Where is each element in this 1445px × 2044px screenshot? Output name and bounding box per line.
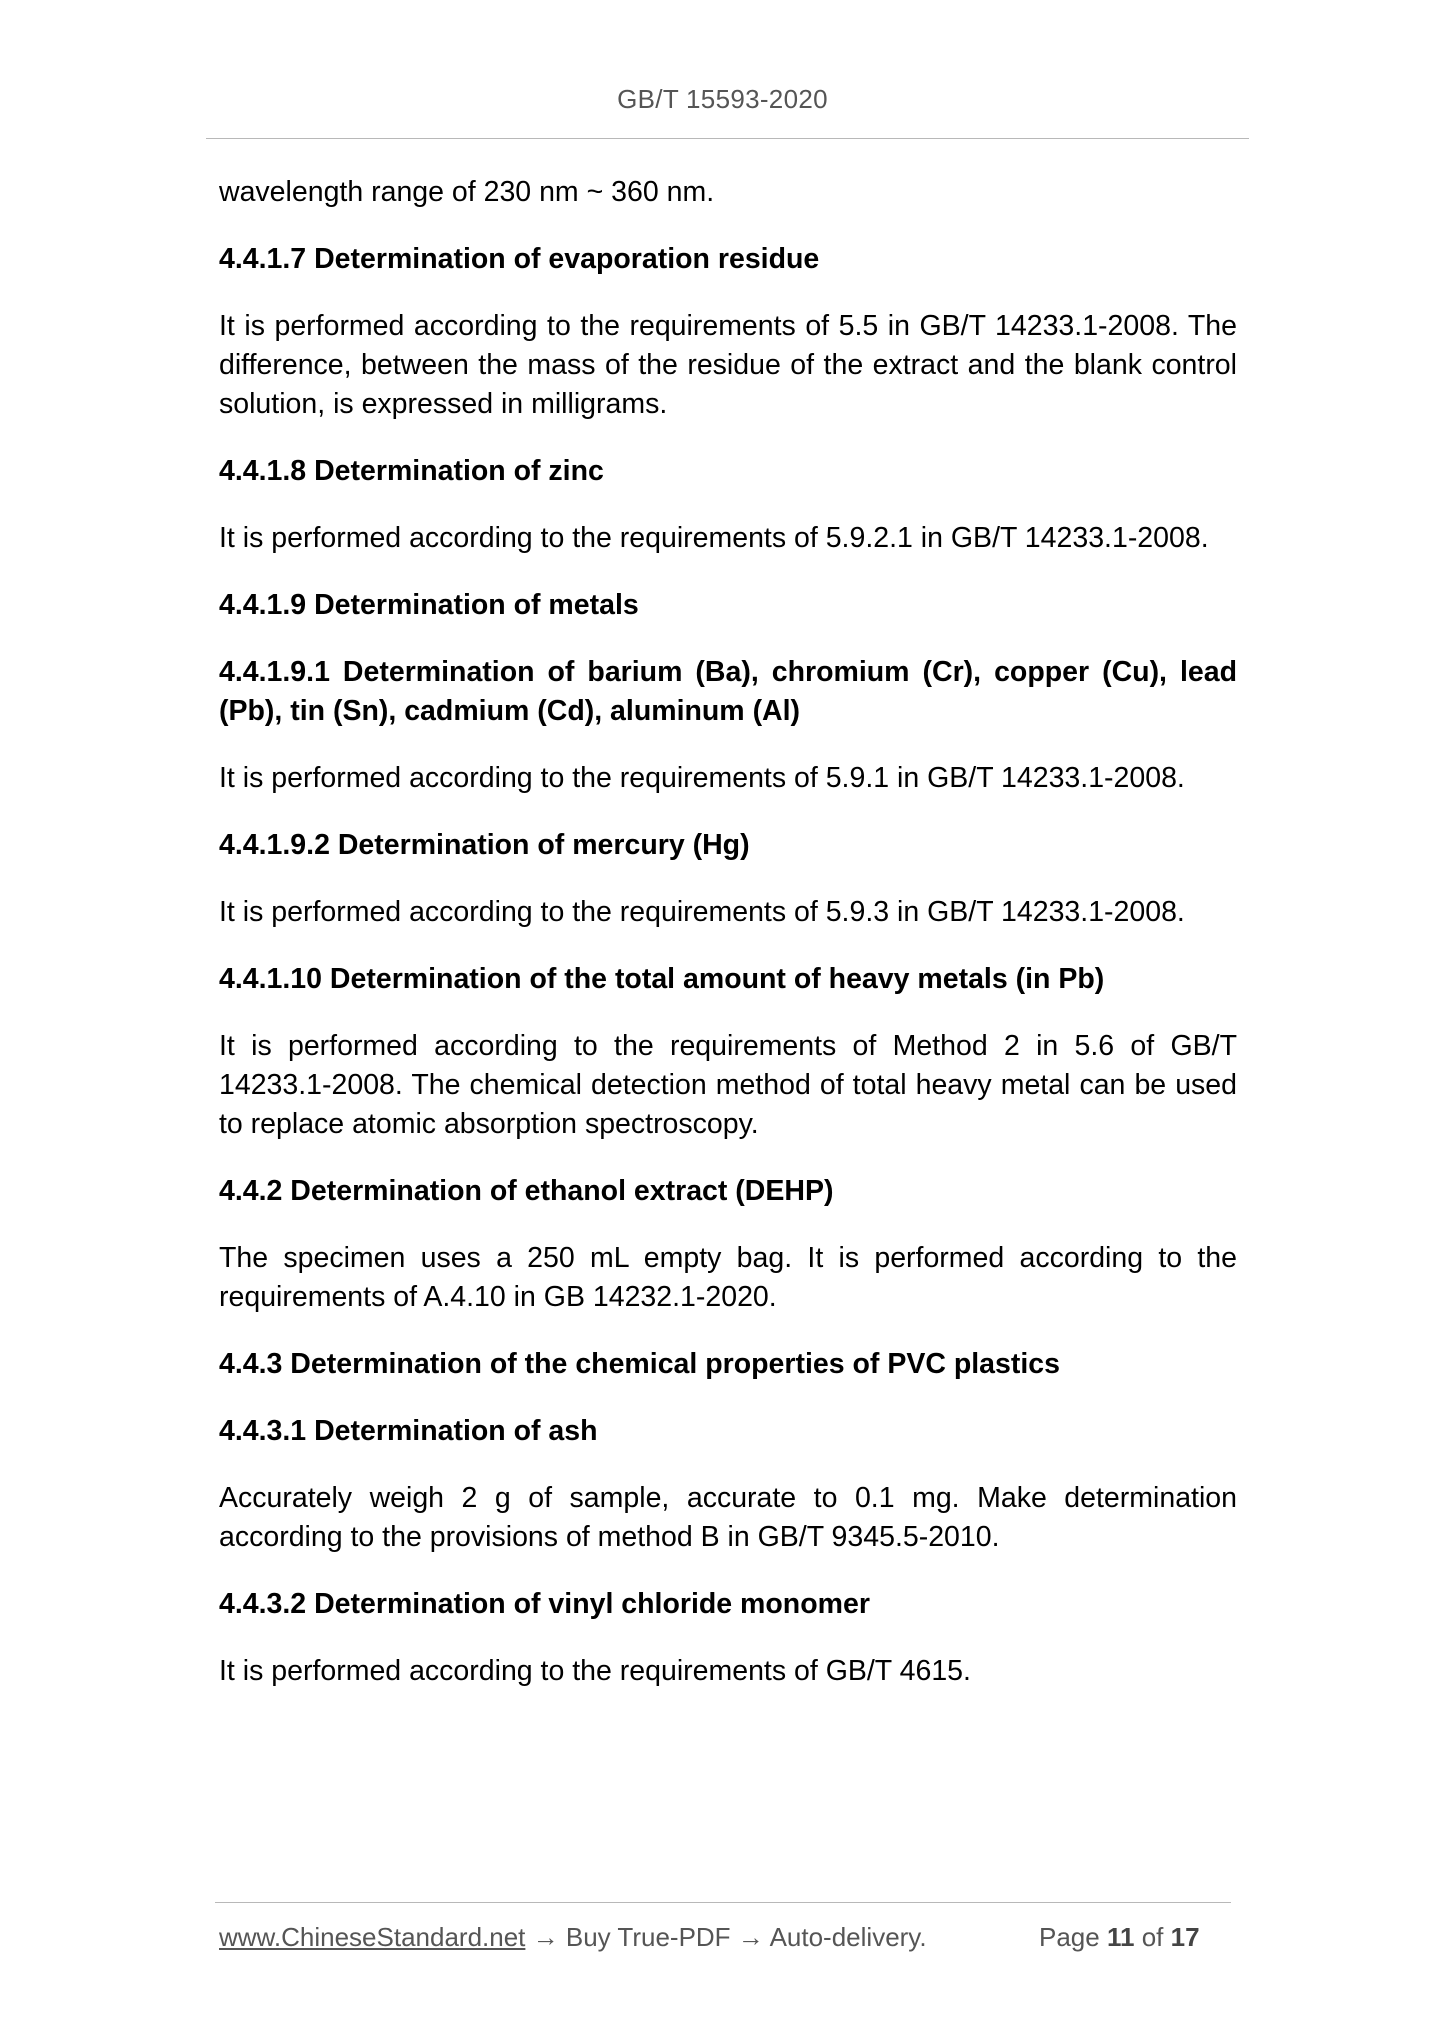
footer-promo bbox=[219, 1922, 927, 1953]
heading-4-4-3: 4.4.3 Determination of the chemical properties of PVC plastics bbox=[219, 1348, 1060, 1380]
footer-tagline: → Buy True-PDF → Auto-delivery. bbox=[525, 1922, 927, 1952]
heading-4-4-3-1: 4.4.3.1 Determination of ash bbox=[219, 1415, 598, 1447]
document-header-code: GB/T 15593-2020 bbox=[617, 84, 828, 114]
heading-4-4-1-9-1: 4.4.1.9.1 Determination of barium (Ba), chromium (Cr), copper (Cu), lead (Pb), tin (Sn), cadmium (Cd), aluminum (Al) bbox=[219, 656, 1237, 727]
heading-4-4-2: 4.4.2 Determination of ethanol extract (DEHP) bbox=[219, 1175, 834, 1207]
page-label: Page bbox=[1039, 1922, 1100, 1952]
paragraph-vinyl-chloride: It is performed according to the requirements of GB/T 4615. bbox=[219, 1655, 971, 1687]
paragraph-ethanol-extract: The specimen uses a 250 mL empty bag. It is performed according to the requirements of A.4.10 in GB 14232.1-2020. bbox=[219, 1242, 1237, 1313]
heading-4-4-1-10: 4.4.1.10 Determination of the total amount of heavy metals (in Pb) bbox=[219, 963, 1105, 995]
paragraph-evaporation-residue: It is performed according to the requirements of 5.5 in GB/T 14233.1-2008. The difference, between the mass of the residue of the extract and the blank control solution, is expressed in milligrams. bbox=[219, 310, 1237, 420]
page-total: 17 bbox=[1170, 1922, 1200, 1952]
header-divider bbox=[206, 138, 1249, 139]
heading-4-4-3-2: 4.4.3.2 Determination of vinyl chloride monomer bbox=[219, 1588, 870, 1620]
of-label: of bbox=[1141, 1922, 1164, 1952]
paragraph-wavelength-range: wavelength range of 230 nm ~ 360 nm. bbox=[219, 176, 715, 208]
paragraph-metals-ba-cr: It is performed according to the requirements of 5.9.1 in GB/T 14233.1-2008. bbox=[219, 762, 1185, 794]
paragraph-zinc: It is performed according to the requirements of 5.9.2.1 in GB/T 14233.1-2008. bbox=[219, 522, 1209, 554]
heading-4-4-1-9-2: 4.4.1.9.2 Determination of mercury (Hg) bbox=[219, 829, 750, 861]
page-indicator bbox=[1039, 1922, 1200, 1953]
footer-divider bbox=[215, 1902, 1231, 1903]
heading-4-4-1-7: 4.4.1.7 Determination of evaporation residue bbox=[219, 243, 820, 275]
paragraph-mercury: It is performed according to the requirements of 5.9.3 in GB/T 14233.1-2008. bbox=[219, 896, 1185, 928]
page-current: 11 bbox=[1106, 1922, 1135, 1952]
heading-4-4-1-9: 4.4.1.9 Determination of metals bbox=[219, 589, 639, 621]
paragraph-ash: Accurately weigh 2 g of sample, accurate to 0.1 mg. Make determination according to the provisions of method B in GB/T 9345.5-2010. bbox=[219, 1482, 1237, 1553]
paragraph-heavy-metals: It is performed according to the requirements of Method 2 in 5.6 of GB/T 14233.1-2008. The chemical detection method of total heavy metal can be used to replace atomic absorption spectroscopy. bbox=[219, 1030, 1237, 1140]
website-link[interactable]: www.ChineseStandard.net bbox=[219, 1922, 526, 1952]
heading-4-4-1-8: 4.4.1.8 Determination of zinc bbox=[219, 455, 604, 487]
